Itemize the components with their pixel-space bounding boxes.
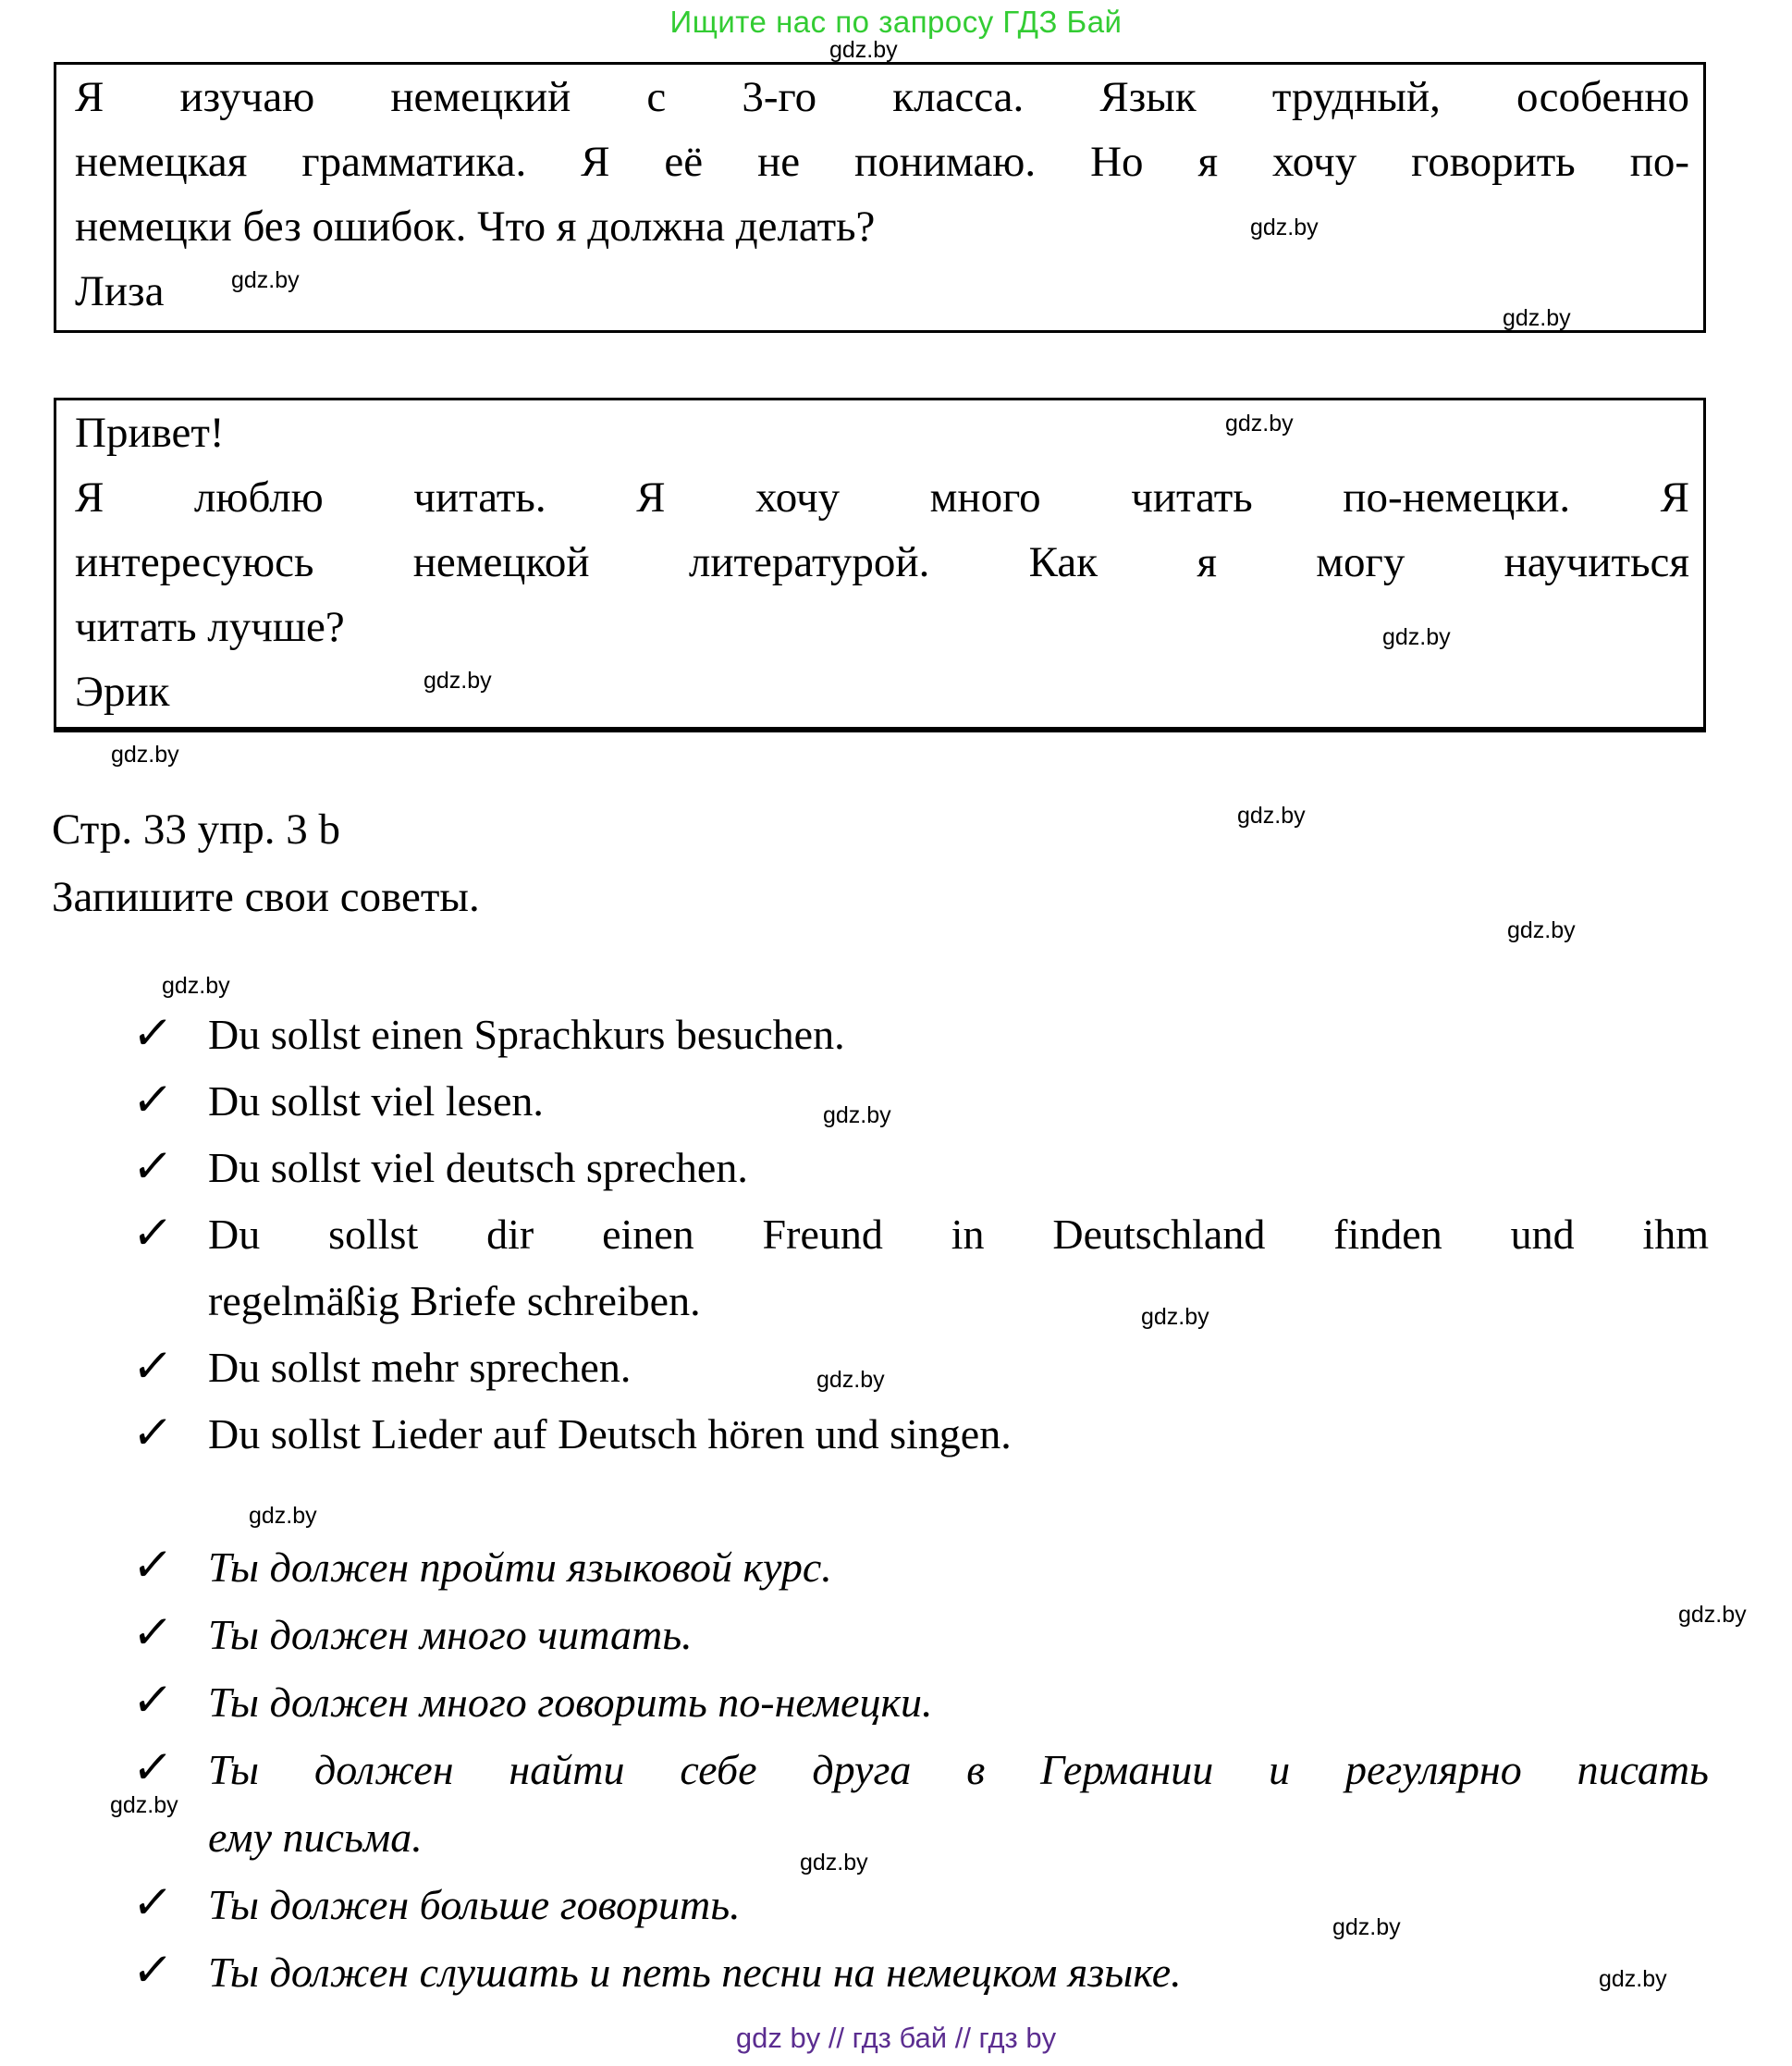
footer-tags: gdz by // гдз бай // гдз by bbox=[735, 2022, 1057, 2054]
advice-text: Du sollst Lieder auf Deutsch hören und singen. bbox=[208, 1410, 1012, 1457]
advice-text: Ты должен много говорить по-немецки. bbox=[208, 1679, 933, 1726]
advice-item bbox=[129, 1135, 1709, 1201]
advice-text: Ты должен слушать и петь песни на немецком языке. bbox=[208, 1949, 1182, 1996]
watermark-gdz: gdz.by bbox=[823, 1102, 891, 1128]
letter-line: немецкая грамматика. Я её не понимаю. Но я хочу говорить по- bbox=[75, 138, 1689, 186]
watermark-gdz: gdz.by bbox=[816, 1367, 885, 1393]
watermark-gdz: gdz.by bbox=[1382, 624, 1451, 650]
advice-text: Du sollst viel deutsch sprechen. bbox=[208, 1144, 748, 1191]
watermark-gdz: gdz.by bbox=[1250, 215, 1319, 240]
watermark-gdz: gdz.by bbox=[162, 973, 230, 999]
letter-line: Я изучаю немецкий с 3-го класса. Язык трудный, особенно bbox=[75, 73, 1689, 121]
watermark-gdz: gdz.by bbox=[231, 267, 300, 293]
advice-item-continuation bbox=[133, 1268, 1709, 1334]
advice-item bbox=[129, 1871, 1709, 1938]
task-subtitle: Запишите свои советы. bbox=[52, 873, 480, 921]
watermark-gdz: gdz.by bbox=[1599, 1966, 1667, 1992]
watermark-gdz: gdz.by bbox=[111, 742, 179, 768]
watermark-gdz: gdz.by bbox=[1503, 305, 1571, 331]
advice-text: Du sollst viel lesen. bbox=[208, 1077, 544, 1125]
watermark-gdz: gdz.by bbox=[829, 37, 898, 63]
checkmark-icon: ✓ bbox=[129, 1943, 177, 1997]
checkmark-icon: ✓ bbox=[129, 1339, 176, 1393]
letter-greeting: Привет! bbox=[75, 409, 225, 457]
advice-item bbox=[129, 1601, 1709, 1668]
checkmark-icon: ✓ bbox=[129, 1605, 177, 1659]
watermark-gdz: gdz.by bbox=[1507, 917, 1576, 943]
letter-line: немецки без ошибок. Что я должна делать? bbox=[75, 203, 876, 251]
watermark-gdz: gdz.by bbox=[249, 1503, 317, 1529]
checkmark-icon: ✓ bbox=[129, 1406, 176, 1459]
advice-item bbox=[129, 1334, 1709, 1401]
advice-text: ему письма. bbox=[208, 1814, 423, 1861]
advice-text: Du sollst dir einen Freund in Deutschland finden und ihm bbox=[208, 1211, 1709, 1258]
watermark-gdz: gdz.by bbox=[1332, 1914, 1401, 1940]
letter-line: читать лучше? bbox=[75, 603, 345, 651]
advice-text: regelmäßig Briefe schreiben. bbox=[208, 1277, 701, 1324]
letter-lisa-box bbox=[54, 62, 1706, 333]
checkmark-icon: ✓ bbox=[129, 1875, 177, 1929]
watermark-gdz: gdz.by bbox=[800, 1850, 868, 1875]
task-title: Стр. 33 упр. 3 b bbox=[52, 805, 340, 854]
checkmark-icon: ✓ bbox=[129, 1073, 176, 1126]
letter-erik-box bbox=[54, 398, 1706, 732]
advice-item bbox=[129, 1938, 1709, 2006]
advice-text: Ты должен больше говорить. bbox=[208, 1881, 741, 1928]
watermark-gdz: gdz.by bbox=[1141, 1304, 1209, 1330]
advice-item bbox=[129, 1736, 1709, 1803]
watermark-gdz: gdz.by bbox=[110, 1792, 178, 1818]
letter-line: Я люблю читать. Я хочу много читать по-немецки. Я bbox=[75, 473, 1689, 522]
letter-line: интересуюсь немецкой литературой. Как я могу научиться bbox=[75, 538, 1689, 586]
checkmark-icon: ✓ bbox=[129, 1139, 176, 1193]
russian-advice-list bbox=[129, 1533, 1709, 2006]
signature-erik: Эрик bbox=[75, 668, 170, 716]
advice-item bbox=[129, 1002, 1709, 1068]
german-advice-list bbox=[129, 1002, 1709, 1468]
checkmark-icon: ✓ bbox=[129, 1673, 177, 1727]
watermark-gdz: gdz.by bbox=[1237, 803, 1306, 829]
checkmark-icon: ✓ bbox=[129, 1538, 177, 1592]
signature-lisa: Лиза bbox=[75, 267, 165, 315]
advice-item bbox=[129, 1401, 1709, 1468]
checkmark-icon: ✓ bbox=[129, 1740, 177, 1794]
advice-text: Ты должен много читать. bbox=[208, 1611, 693, 1658]
checkmark-icon: ✓ bbox=[129, 1006, 176, 1060]
watermark-gdz: gdz.by bbox=[423, 668, 492, 694]
watermark-gdz: gdz.by bbox=[1225, 411, 1294, 437]
advice-text: Ты должен пройти языковой курс. bbox=[208, 1543, 832, 1591]
promo-header: Ищите нас по запросу ГДЗ Бай bbox=[669, 5, 1123, 39]
advice-item bbox=[129, 1068, 1709, 1135]
checkmark-icon: ✓ bbox=[129, 1206, 176, 1260]
advice-item-continuation bbox=[133, 1803, 1709, 1871]
advice-item bbox=[129, 1201, 1709, 1268]
advice-item bbox=[129, 1533, 1709, 1601]
advice-text: Ты должен найти себе друга в Германии и регулярно писать bbox=[208, 1746, 1709, 1793]
watermark-gdz: gdz.by bbox=[1678, 1602, 1747, 1628]
advice-text: Du sollst mehr sprechen. bbox=[208, 1344, 632, 1391]
advice-text: Du sollst einen Sprachkurs besuchen. bbox=[208, 1011, 845, 1058]
advice-item bbox=[129, 1668, 1709, 1736]
